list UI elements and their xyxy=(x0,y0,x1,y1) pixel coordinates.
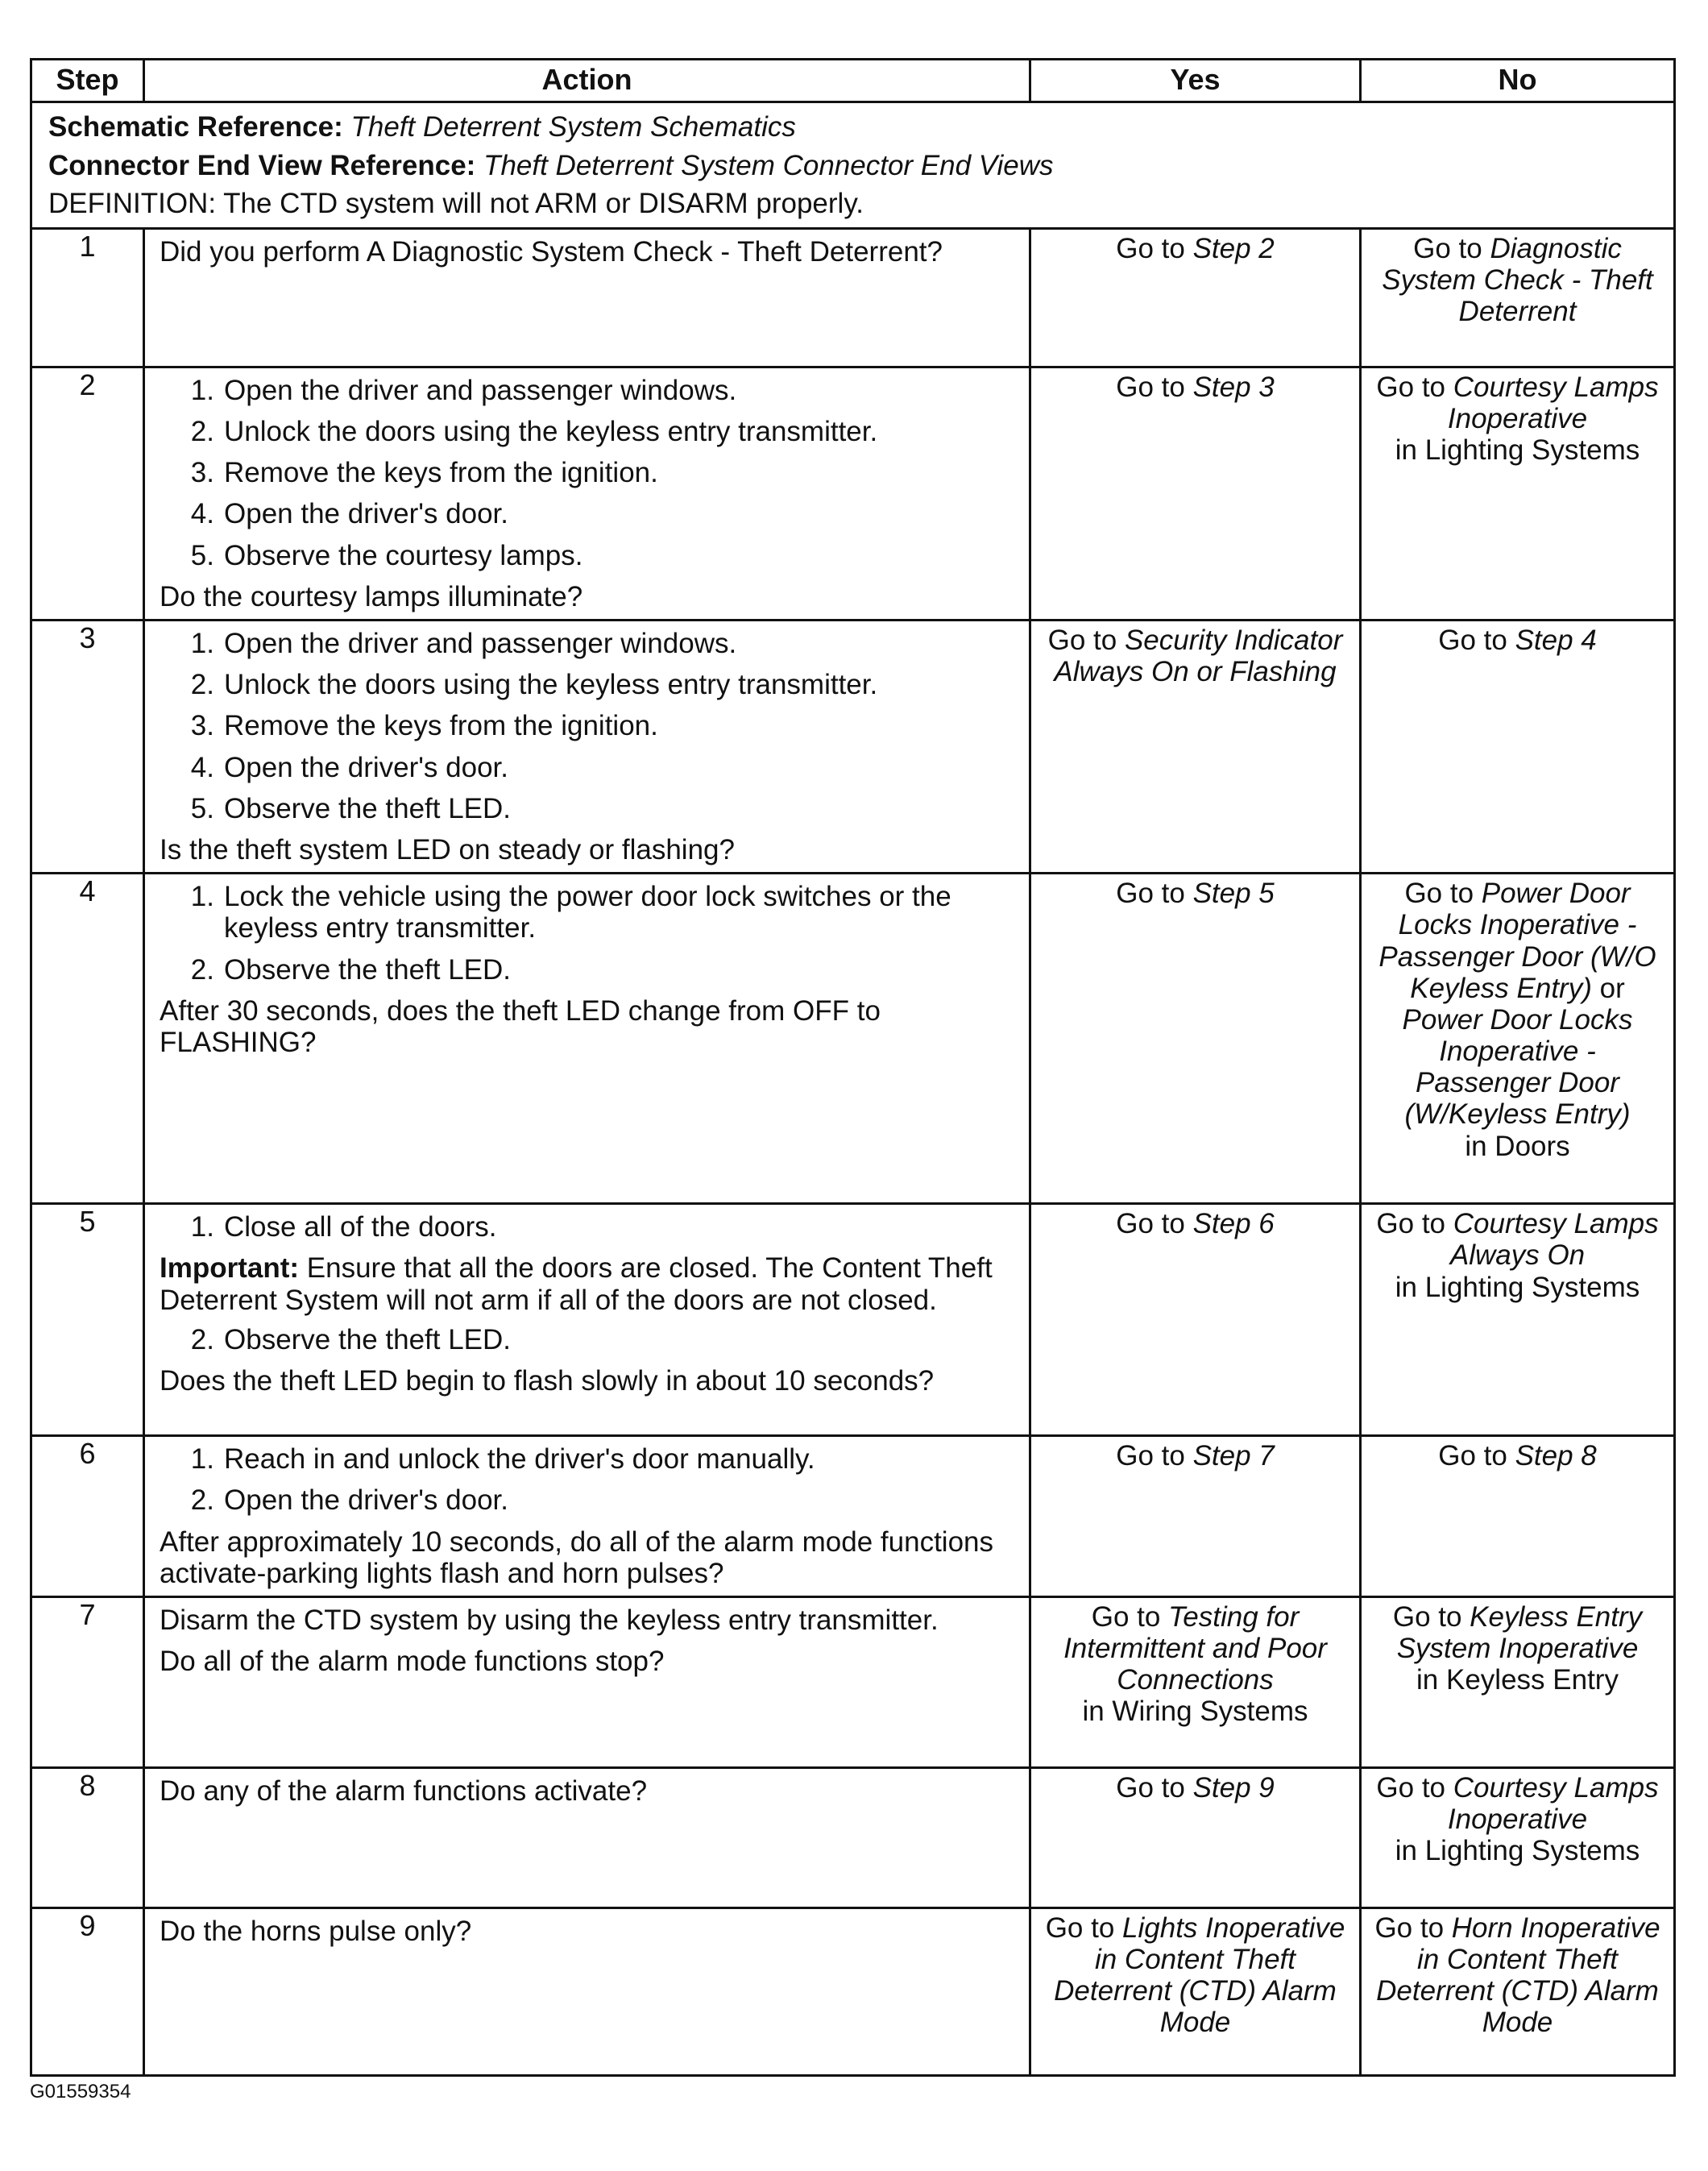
yes-cell xyxy=(1030,1204,1361,1436)
yes-link[interactable]: Step 5 xyxy=(1192,878,1275,910)
yes-prefix: Go to xyxy=(1045,1912,1123,1944)
yes-prefix: Go to xyxy=(1091,1600,1169,1633)
step-number: 6 xyxy=(31,1436,144,1597)
header-yes: Yes xyxy=(1030,60,1361,102)
action-cell xyxy=(144,1596,1030,1767)
list-item: 2. Observe the theft LED. xyxy=(190,1323,512,1355)
list-item: 5. Observe the courtesy lamps. xyxy=(190,539,583,571)
definition-text: DEFINITION: The CTD system will not ARM or DISARM properly. xyxy=(48,187,864,219)
yes-cell xyxy=(1030,367,1361,620)
no-suffix: in Doors xyxy=(1465,1130,1570,1162)
no-cell xyxy=(1361,1204,1675,1436)
yes-prefix: Go to xyxy=(1116,371,1193,403)
table-row xyxy=(31,621,1675,874)
action-question: Do any of the alarm functions activate? xyxy=(160,1775,648,1807)
action-steps xyxy=(160,1211,1018,1243)
step-number: 8 xyxy=(31,1767,144,1907)
header-row xyxy=(31,60,1675,102)
no-prefix: Go to xyxy=(1438,1440,1515,1472)
yes-link[interactable]: Step 2 xyxy=(1192,232,1275,264)
no-link[interactable]: Courtesy Lamps Inoperative xyxy=(1447,371,1659,435)
yes-prefix: Go to xyxy=(1116,1440,1193,1472)
list-item: 1. Open the driver and passenger windows. xyxy=(190,374,737,406)
yes-link[interactable]: Step 9 xyxy=(1192,1771,1275,1804)
yes-link[interactable]: Step 3 xyxy=(1192,371,1275,403)
header-step: Step xyxy=(31,60,144,102)
yes-prefix: Go to xyxy=(1047,625,1125,656)
yes-cell xyxy=(1030,621,1361,874)
no-cell xyxy=(1361,1436,1675,1597)
connector-reference-label: Connector End View Reference: xyxy=(48,149,476,181)
action-question: Does the theft LED begin to flash slowly in about 10 seconds? xyxy=(160,1364,935,1397)
action-cell xyxy=(144,1436,1030,1597)
no-link-2[interactable]: Power Door Locks Inoperative - Passenger Door (W/Keyless Entry) xyxy=(1402,1003,1633,1131)
yes-cell xyxy=(1030,1436,1361,1597)
table-row xyxy=(31,874,1675,1204)
connector-reference-link[interactable]: Theft Deterrent System Connector End Views xyxy=(483,149,1054,181)
step-number: 9 xyxy=(31,1907,144,2075)
list-item: 2. Observe the theft LED. xyxy=(190,953,512,986)
list-item: 2. Open the driver's door. xyxy=(190,1484,508,1517)
schematic-reference xyxy=(48,111,1657,143)
no-cell xyxy=(1361,1596,1675,1767)
no-prefix: Go to xyxy=(1376,371,1453,403)
no-prefix: Go to xyxy=(1392,1600,1470,1633)
diagnostic-table xyxy=(30,58,1676,2077)
yes-suffix: in Wiring Systems xyxy=(1082,1696,1308,1728)
action-steps xyxy=(160,881,1018,986)
yes-link[interactable]: Security Indicator Always On or Flashing xyxy=(1054,625,1343,688)
table-row xyxy=(31,1596,1675,1767)
action-steps xyxy=(160,1324,1018,1355)
yes-cell xyxy=(1030,1767,1361,1907)
list-item: 2. Unlock the doors using the keyless entry transmitter. xyxy=(190,669,878,701)
list-item: 3. Remove the keys from the ignition. xyxy=(190,457,658,489)
action-question: Did you perform A Diagnostic System Check - Theft Deterrent? xyxy=(160,235,943,268)
no-cell xyxy=(1361,621,1675,874)
action-steps xyxy=(160,375,1018,571)
schematic-reference-label: Schematic Reference: xyxy=(48,111,343,143)
table-row xyxy=(31,1907,1675,2075)
yes-cell xyxy=(1030,1907,1361,2075)
diagnostic-page xyxy=(30,58,1673,2077)
action-cell xyxy=(144,367,1030,620)
no-prefix: Go to xyxy=(1376,1771,1453,1804)
action-cell xyxy=(144,1204,1030,1436)
list-item: 1. Reach in and unlock the driver's door manually. xyxy=(190,1443,815,1476)
table-row xyxy=(31,367,1675,620)
reference-cell xyxy=(31,102,1675,229)
no-suffix: in Keyless Entry xyxy=(1416,1664,1619,1696)
yes-cell xyxy=(1030,1596,1361,1767)
no-link[interactable]: Step 4 xyxy=(1515,625,1597,656)
list-item: 2. Unlock the doors using the keyless entry transmitter. xyxy=(190,416,878,448)
no-link[interactable]: Horn Inoperative in Content Theft Deterrent (CTD) Alarm Mode xyxy=(1376,1912,1660,2039)
reference-row xyxy=(31,102,1675,229)
yes-link[interactable]: Lights Inoperative in Content Theft Deterrent (CTD) Alarm Mode xyxy=(1054,1912,1345,2039)
list-item: 4. Open the driver's door. xyxy=(190,751,508,783)
no-link[interactable]: Courtesy Lamps Always On xyxy=(1449,1208,1659,1272)
table-row xyxy=(31,228,1675,367)
yes-cell xyxy=(1030,228,1361,367)
no-suffix: in Lighting Systems xyxy=(1395,434,1640,467)
action-question: After 30 seconds, does the theft LED change from OFF to FLASHING? xyxy=(160,994,881,1058)
action-question: Is the theft system LED on steady or flashing? xyxy=(160,833,735,865)
no-link[interactable]: Keyless Entry System Inoperative xyxy=(1396,1600,1643,1665)
important-label: Important: xyxy=(160,1252,300,1285)
action-question: Do the horns pulse only? xyxy=(160,1915,472,1947)
no-cell xyxy=(1361,874,1675,1204)
important-note xyxy=(160,1252,1018,1315)
no-prefix: Go to xyxy=(1404,878,1482,910)
list-item: 3. Remove the keys from the ignition. xyxy=(190,710,658,742)
step-number: 7 xyxy=(31,1596,144,1767)
action-cell xyxy=(144,874,1030,1204)
action-cell xyxy=(144,228,1030,367)
yes-link[interactable]: Step 6 xyxy=(1192,1208,1275,1240)
action-question: Do the courtesy lamps illuminate? xyxy=(160,580,583,612)
step-number: 4 xyxy=(31,874,144,1204)
no-prefix: Go to xyxy=(1376,1208,1453,1240)
step-number: 3 xyxy=(31,621,144,874)
no-middle: or xyxy=(1599,972,1625,1004)
yes-prefix: Go to xyxy=(1116,232,1193,264)
yes-prefix: Go to xyxy=(1116,878,1193,910)
no-prefix: Go to xyxy=(1374,1912,1452,1944)
list-item: 1. Close all of the doors. xyxy=(190,1211,497,1243)
table-row xyxy=(31,1767,1675,1907)
no-suffix: in Lighting Systems xyxy=(1395,1271,1640,1303)
no-prefix: Go to xyxy=(1413,232,1490,264)
header-action: Action xyxy=(144,60,1030,102)
connector-reference xyxy=(48,150,1657,181)
list-item: 5. Observe the theft LED. xyxy=(190,792,512,824)
step-number: 2 xyxy=(31,367,144,620)
yes-cell xyxy=(1030,874,1361,1204)
table-row xyxy=(31,1436,1675,1597)
list-item: 1. Lock the vehicle using the power door lock switches or the keyless entry transmitter. xyxy=(190,881,951,944)
no-prefix: Go to xyxy=(1438,625,1515,656)
no-link[interactable]: Diagnostic System Check - Theft Deterrent xyxy=(1382,232,1653,328)
action-question: After approximately 10 seconds, do all of the alarm mode functions activate-parking lights flash and horn pulses? xyxy=(160,1526,993,1589)
no-cell xyxy=(1361,367,1675,620)
step-number: 5 xyxy=(31,1204,144,1436)
figure-id: G01559354 xyxy=(30,2081,131,2103)
action-steps xyxy=(160,628,1018,824)
header-no: No xyxy=(1361,60,1675,102)
yes-prefix: Go to xyxy=(1116,1771,1193,1804)
table-row xyxy=(31,1204,1675,1436)
no-link[interactable]: Courtesy Lamps Inoperative xyxy=(1447,1771,1659,1836)
list-item: 1. Open the driver and passenger windows. xyxy=(190,628,737,659)
no-cell xyxy=(1361,1767,1675,1907)
action-cell xyxy=(144,1767,1030,1907)
action-steps xyxy=(160,1443,1018,1516)
no-suffix: in Lighting Systems xyxy=(1395,1835,1640,1867)
no-link[interactable]: Power Door Locks Inoperative - Passenger Door (W/O Keyless Entry) xyxy=(1378,878,1656,1004)
action-instruction: Disarm the CTD system by using the keyless entry transmitter. xyxy=(160,1604,939,1636)
no-cell xyxy=(1361,1907,1675,2075)
step-number: 1 xyxy=(31,228,144,367)
no-link[interactable]: Step 8 xyxy=(1515,1440,1597,1472)
yes-prefix: Go to xyxy=(1116,1208,1193,1240)
no-cell xyxy=(1361,228,1675,367)
list-item: 4. Open the driver's door. xyxy=(190,498,508,530)
yes-link[interactable]: Testing for Intermittent and Poor Connections xyxy=(1063,1600,1327,1696)
action-cell xyxy=(144,1907,1030,2075)
schematic-reference-link[interactable]: Theft Deterrent System Schematics xyxy=(350,111,796,143)
important-text: Ensure that all the doors are closed. The Content Theft Deterrent System will not arm if all of the doors are not closed. xyxy=(160,1252,993,1316)
yes-link[interactable]: Step 7 xyxy=(1192,1440,1275,1472)
action-question: Do all of the alarm mode functions stop? xyxy=(160,1646,665,1678)
action-cell xyxy=(144,621,1030,874)
